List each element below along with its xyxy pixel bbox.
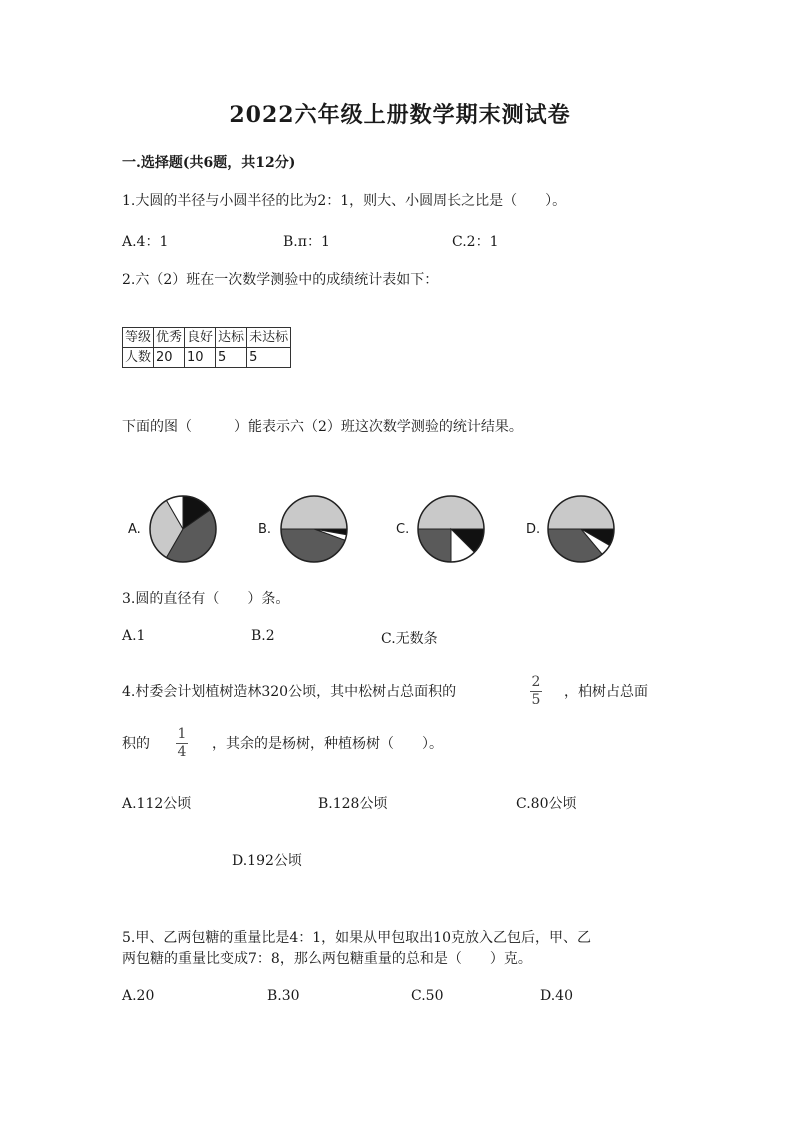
fraction-two-fifths bbox=[530, 675, 542, 708]
q1-option-b: B.π：1 bbox=[283, 234, 330, 250]
question-5-line-1: 5.甲、乙两包糖的重量比是4：1，如果从甲包取出10克放入乙包后，甲、乙 bbox=[122, 930, 591, 946]
table-cell: 等级 bbox=[123, 328, 154, 348]
fraction-denominator: 4 bbox=[177, 744, 187, 760]
fraction-denominator: 5 bbox=[531, 692, 541, 708]
q4-option-a: A.112公顷 bbox=[122, 796, 192, 812]
question-4-part-1: 4.村委会计划植树造林320公顷，其中松树占总面积的 bbox=[122, 684, 457, 700]
q5-option-a: A.20 bbox=[122, 988, 155, 1004]
question-4-part-2: ，柏树占总面 bbox=[564, 684, 648, 700]
question-2-prompt: 下面的图（ ）能表示六（2）班这次数学测验的统计结果。 bbox=[122, 419, 523, 435]
table-cell: 5 bbox=[247, 348, 291, 368]
fraction-numerator: 1 bbox=[177, 726, 187, 742]
q3-option-a: A.1 bbox=[122, 628, 146, 644]
table-cell: 20 bbox=[154, 348, 185, 368]
table-cell: 10 bbox=[185, 348, 216, 368]
page-title: 2022六年级上册数学期末测试卷 bbox=[229, 102, 571, 128]
pie-label-a: A. bbox=[128, 522, 141, 537]
pie-chart-d bbox=[546, 494, 616, 564]
fraction-numerator: 2 bbox=[531, 674, 541, 690]
pie-chart-a bbox=[148, 494, 218, 564]
table-cell: 人数 bbox=[123, 348, 154, 368]
question-2: 2.六（2）班在一次数学测验中的成绩统计表如下： bbox=[122, 272, 439, 288]
q4-option-c: C.80公顷 bbox=[516, 796, 577, 812]
q5-option-d: D.40 bbox=[540, 988, 573, 1004]
q5-option-c: C.50 bbox=[411, 988, 444, 1004]
q4-option-d: D.192公顷 bbox=[232, 853, 302, 869]
table-cell: 5 bbox=[216, 348, 247, 368]
q3-option-c: C.无数条 bbox=[381, 631, 438, 647]
table-cell: 良好 bbox=[185, 328, 216, 348]
table-cell: 未达标 bbox=[247, 328, 291, 348]
pie-chart-c bbox=[416, 494, 486, 564]
q5-option-b: B.30 bbox=[267, 988, 300, 1004]
q1-option-a: A.4：1 bbox=[122, 234, 169, 250]
pie-slice bbox=[418, 496, 484, 529]
question-3: 3.圆的直径有（ ）条。 bbox=[122, 591, 290, 607]
table-row bbox=[123, 348, 291, 368]
table-header-row bbox=[123, 328, 291, 348]
table-cell: 优秀 bbox=[154, 328, 185, 348]
pie-label-c: C. bbox=[396, 522, 410, 537]
section-heading: 一.选择题(共6题，共12分) bbox=[122, 155, 296, 171]
question-4-part-3: 积的 bbox=[122, 736, 150, 752]
q4-option-b: B.128公顷 bbox=[318, 796, 388, 812]
q1-option-c: C.2：1 bbox=[452, 234, 499, 250]
pie-label-d: D. bbox=[526, 522, 541, 537]
pie-chart-b bbox=[279, 494, 349, 564]
score-table bbox=[122, 327, 291, 368]
pie-slice bbox=[281, 496, 347, 529]
pie-label-b: B. bbox=[258, 522, 272, 537]
question-5-line-2: 两包糖的重量比变成7：8，那么两包糖重量的总和是（ ）克。 bbox=[122, 951, 532, 967]
question-4-part-4: ，其余的是杨树，种植杨树（ ）。 bbox=[212, 736, 443, 752]
fraction-one-fourth bbox=[176, 727, 188, 760]
question-1: 1.大圆的半径与小圆半径的比为2：1，则大、小圆周长之比是（ ）。 bbox=[122, 193, 567, 209]
table-cell: 达标 bbox=[216, 328, 247, 348]
q3-option-b: B.2 bbox=[251, 628, 275, 644]
pie-slice bbox=[548, 496, 614, 529]
